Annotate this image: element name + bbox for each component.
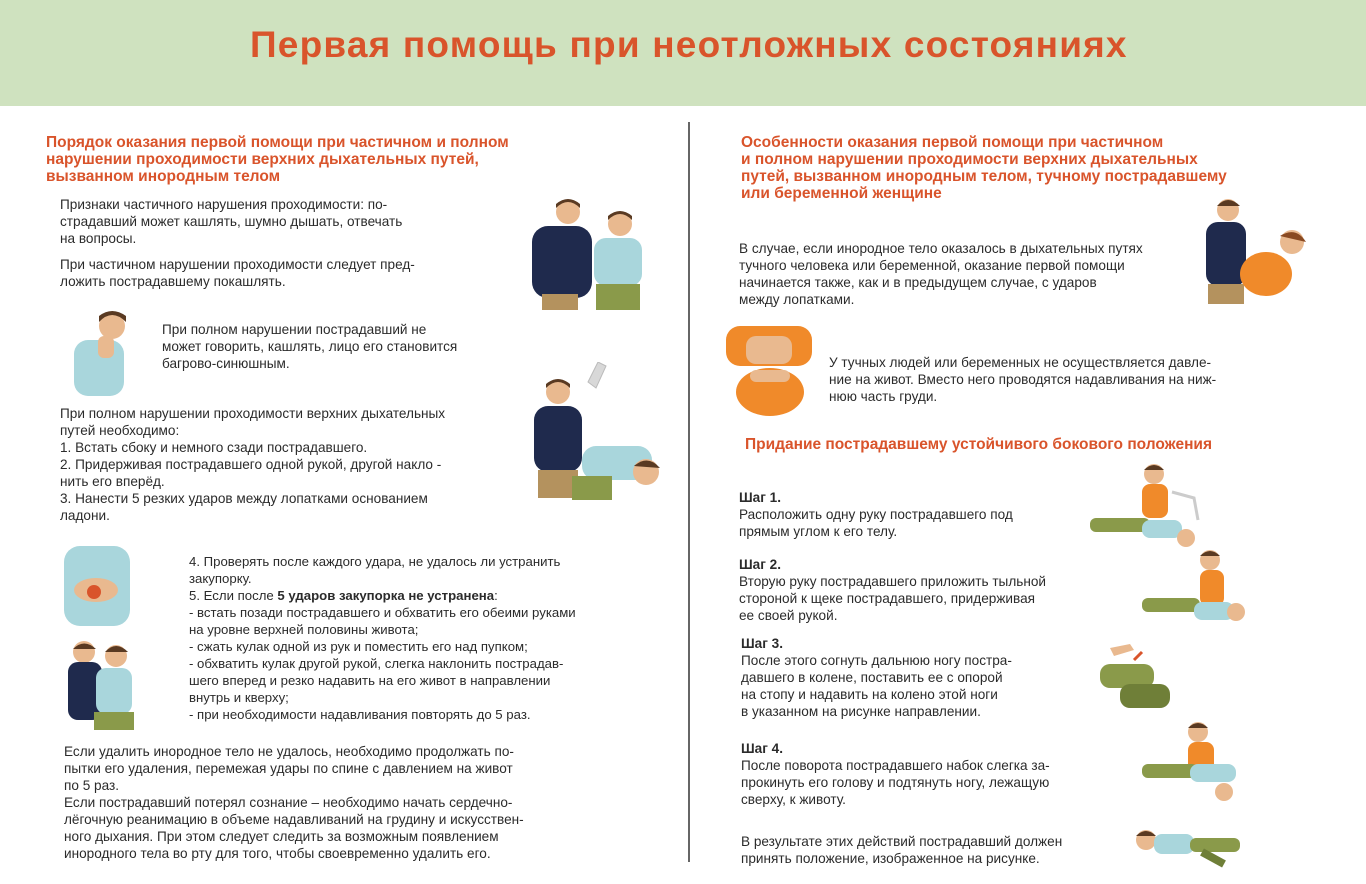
right-heading: Особенности оказания первой помощи при частичном и полном нарушении проходимости верхних дыхательных путей, вызванном инородным телом, тучному пострадавшему или беременной женщине xyxy=(741,134,1227,202)
chest-thrust-text: У тучных людей или беременных не осуществляется давле- ние на живот. Вместо него проводятся надавливания на ниж- нюю часть груди. xyxy=(829,355,1217,404)
page-title: Первая помощь при неотложных состояниях xyxy=(250,24,1128,65)
recovery-step-3-figure xyxy=(1090,640,1176,720)
pregnant-back-blows-figure xyxy=(1204,196,1310,306)
full-obstruction-text: При полном нарушении пострадавший не может говорить, кашлять, лицо его становится багрово-синюшным. xyxy=(162,322,458,371)
steps-text: При полном нарушении проходимости верхних дыхательных путей необходимо: 1. Встать сбоку и немного сзади пострадавшего. 2. Придерживая пострадавшего одной рукой, другой накло - нить его вперёд. 3. Нанести 5 резких ударов между лопатками основанием ладони. xyxy=(60,406,446,523)
choking-person-figure xyxy=(68,306,136,398)
heimlich-hands-figure xyxy=(54,546,146,628)
recovery-step-2: Шаг 2. Вторую руку пострадавшего приложить тыльной стороной к щеке пострадавшего, придерживая ее своей рукой. xyxy=(739,557,1046,623)
header-banner xyxy=(0,0,1366,106)
left-heading: Порядок оказания первой помощи при частичном и полном нарушении проходимости верхних дыхательных путей, вызванном инородным телом xyxy=(46,134,509,185)
chest-thrusts-figure xyxy=(726,326,812,416)
heimlich-text: 4. Проверять после каждого удара, не удалось ли устранить закупорку. 5. Если после 5 ударов закупорка не устранена: - встать позади пострадавшего и обхватить его обеими руками на уровне верхней половины живота; - сжать кулак одной из рук и поместить его над пупком; - обхватить кулак другой рукой, слегка наклонить пострадав- шего вперед и резко надавить на его живот в направлении внутрь и кверху; - при необходимости надавливания повторять до 5 раз. xyxy=(189,554,576,722)
recovery-step-2-figure xyxy=(1138,548,1250,630)
column-divider xyxy=(688,122,690,862)
signs-text: Признаки частичного нарушения проходимости: по- страдавший может кашлять, шумно дышать, отвечать на вопросы. При частичном нарушении проходимости следует пред- ложить пострадавшему покашлять. xyxy=(60,197,415,289)
back-blows-bent-figure xyxy=(532,362,664,502)
recovery-result: В результате этих действий пострадавший должен принять положение, изображенное на рисунке. xyxy=(741,834,1063,866)
recovery-step-1: Шаг 1. Расположить одну руку пострадавшего под прямым углом к его телу. xyxy=(739,490,1013,539)
recovery-heading: Придание пострадавшему устойчивого бокового положения xyxy=(745,436,1213,453)
recovery-step-4: Шаг 4. После поворота пострадавшего набок слегка за- прокинуть его голову и подтянуть ногу, лежащую сверху, к животу. xyxy=(741,741,1050,807)
obese-text: В случае, если инородное тело оказалось в дыхательных путях тучного человека или беременной, оказание первой помощи начинается также, как и в предыдущем случае, с ударов между лопатками. xyxy=(739,241,1143,307)
recovery-position-final-figure xyxy=(1132,826,1248,870)
heimlich-standing-figure xyxy=(66,640,136,730)
recovery-step-4-figure xyxy=(1138,720,1250,802)
final-text: Если удалить инородное тело не удалось, необходимо продолжать по- пытки его удаления, перемежая удары по спине с давлением на живот по 5 раз. Если пострадавший потерял сознание – необходимо начать сердечно- лёгочную реанимацию в объеме надавливаний на грудину и искусствен- ного дыхания. При этом следует следить за возможным появлением инородного тела во рту для того, чтобы своевременно удалить его. xyxy=(64,744,524,861)
recovery-step-1-figure xyxy=(1082,462,1202,550)
recovery-step-3: Шаг 3. После этого согнуть дальнюю ногу постра- давшего в колене, поставить ее с опорой на стопу и надавить на колено этой ноги в указанном на рисунке направлении. xyxy=(741,636,1012,719)
back-blows-standing-figure xyxy=(528,196,646,312)
